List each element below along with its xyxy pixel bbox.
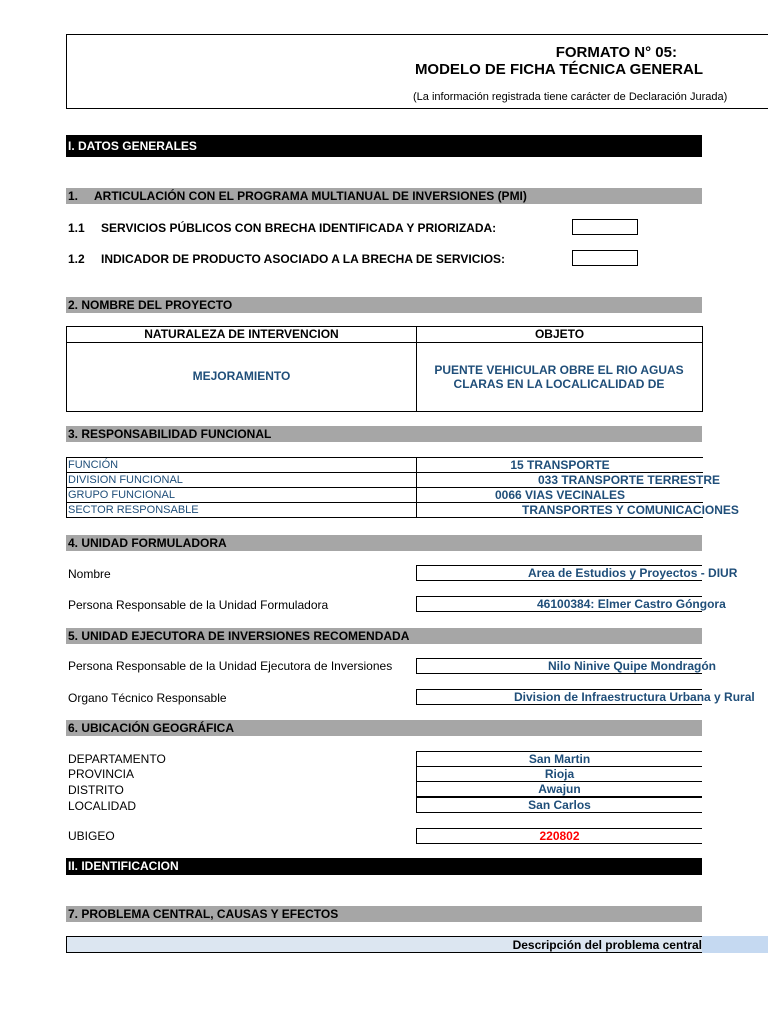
form-header [66, 34, 768, 109]
sector-responsable-label: SECTOR RESPONSABLE [68, 504, 199, 516]
distrito-field[interactable]: Awajun [416, 781, 702, 797]
naturaleza-cell[interactable] [66, 342, 417, 412]
formuladora-nombre-field[interactable]: Area de Estudios y Proyectos - DIUR [416, 565, 702, 581]
form-subtitle: (La información registrada tiene carácter de Declaración Jurada) [413, 91, 728, 103]
provincia-field[interactable]: Rioja [416, 766, 702, 782]
formuladora-persona-label: Persona Responsable de la Unidad Formuladora [68, 598, 329, 612]
division-funcional-cell[interactable] [416, 472, 721, 488]
pmi-header-num: 1. [68, 189, 79, 203]
departamento-label: DEPARTAMENTO [68, 752, 166, 766]
ubigeo-label: UBIGEO [68, 829, 115, 843]
ubigeo-field[interactable]: 220802 [416, 828, 702, 844]
problema-description-header: Descripción del problema central [512, 938, 702, 952]
pmi-item2-text: INDICADOR DE PRODUCTO ASOCIADO A LA BRECHA DE SERVICIOS: [101, 252, 506, 266]
grupo-funcional-cell[interactable] [416, 487, 703, 503]
section-ubicacion-geografica: 6. UBICACIÓN GEOGRÁFICA [66, 720, 702, 736]
section-datos-generales: I. DATOS GENERALES [66, 135, 702, 157]
funcion-value: 15 TRANSPORTE [510, 458, 610, 472]
nombre-proyecto-table [66, 326, 768, 412]
localidad-label: LOCALIDAD [68, 799, 137, 813]
col-objeto-header: OBJETO [416, 326, 703, 343]
funcion-label: FUNCIÓN [68, 459, 119, 471]
form-main-title: MODELO DE FICHA TÉCNICA GENERAL [414, 61, 703, 78]
objeto-cell[interactable] [416, 342, 703, 412]
table-row [66, 502, 417, 518]
section-identificacion: II. IDENTIFICACION [66, 858, 702, 875]
division-funcional-value: 033 TRANSPORTE TERRESTRE [538, 473, 721, 487]
ejecutora-persona-label: Persona Responsable de la Unidad Ejecutora de Inversiones [68, 659, 393, 673]
indicador-producto-input[interactable] [572, 250, 638, 266]
funcion-cell[interactable] [416, 457, 703, 473]
sector-responsable-value: TRANSPORTES Y COMUNICACIONES [522, 503, 739, 517]
section-responsabilidad-funcional: 3. RESPONSABILIDAD FUNCIONAL [66, 426, 702, 442]
col-naturaleza-header: NATURALEZA DE INTERVENCION [66, 326, 417, 343]
formuladora-persona-field[interactable]: 46100384: Elmer Castro Góngora [416, 596, 702, 612]
objeto-value: PUENTE VEHICULAR OBRE EL RIO AGUAS CLARAS EN LA LOCALICALIDAD DE [434, 363, 684, 391]
brecha-servicios-input[interactable] [572, 219, 638, 235]
table-row [66, 472, 417, 488]
section-pmi-header [66, 188, 702, 204]
table-row [66, 457, 417, 473]
problema-table-header [66, 936, 702, 953]
section-problema-central: 7. PROBLEMA CENTRAL, CAUSAS Y EFECTOS [66, 906, 702, 922]
section-unidad-formuladora: 4. UNIDAD FORMULADORA [66, 535, 702, 551]
distrito-label: DISTRITO [68, 783, 124, 797]
section-nombre-proyecto: 2. NOMBRE DEL PROYECTO [66, 297, 702, 313]
grupo-funcional-value: 0066 VIAS VECINALES [494, 488, 626, 502]
naturaleza-value: MEJORAMIENTO [192, 369, 291, 383]
table-row [66, 487, 417, 503]
pmi-item2-num: 1.2 [68, 252, 85, 266]
division-funcional-label: DIVISION FUNCIONAL [68, 474, 183, 486]
responsabilidad-table [66, 457, 768, 519]
grupo-funcional-label: GRUPO FUNCIONAL [68, 489, 175, 501]
problema-header-extension [702, 936, 768, 953]
pmi-header-text: ARTICULACIÓN CON EL PROGRAMA MULTIANUAL DE INVERSIONES (PMI) [94, 189, 527, 203]
localidad-field[interactable]: San Carlos [416, 797, 702, 813]
pmi-item1-text: SERVICIOS PÚBLICOS CON BRECHA IDENTIFICADA Y PRIORIZADA: [101, 221, 497, 235]
section-unidad-ejecutora: 5. UNIDAD EJECUTORA DE INVERSIONES RECOMENDADA [66, 628, 702, 644]
form-number-title: FORMATO N° 05: [555, 44, 677, 61]
ejecutora-persona-field[interactable]: Nilo Ninive Quipe Mondragón [416, 658, 702, 674]
organo-tecnico-field[interactable]: Division de Infraestructura Urbana y Rural [416, 689, 702, 705]
sector-responsable-cell[interactable] [416, 502, 739, 518]
provincia-label: PROVINCIA [68, 767, 135, 781]
pmi-item1-num: 1.1 [68, 221, 85, 235]
departamento-field[interactable]: San Martin [416, 751, 702, 767]
organo-tecnico-label: Organo Técnico Responsable [68, 691, 227, 705]
formuladora-nombre-label: Nombre [68, 567, 111, 581]
